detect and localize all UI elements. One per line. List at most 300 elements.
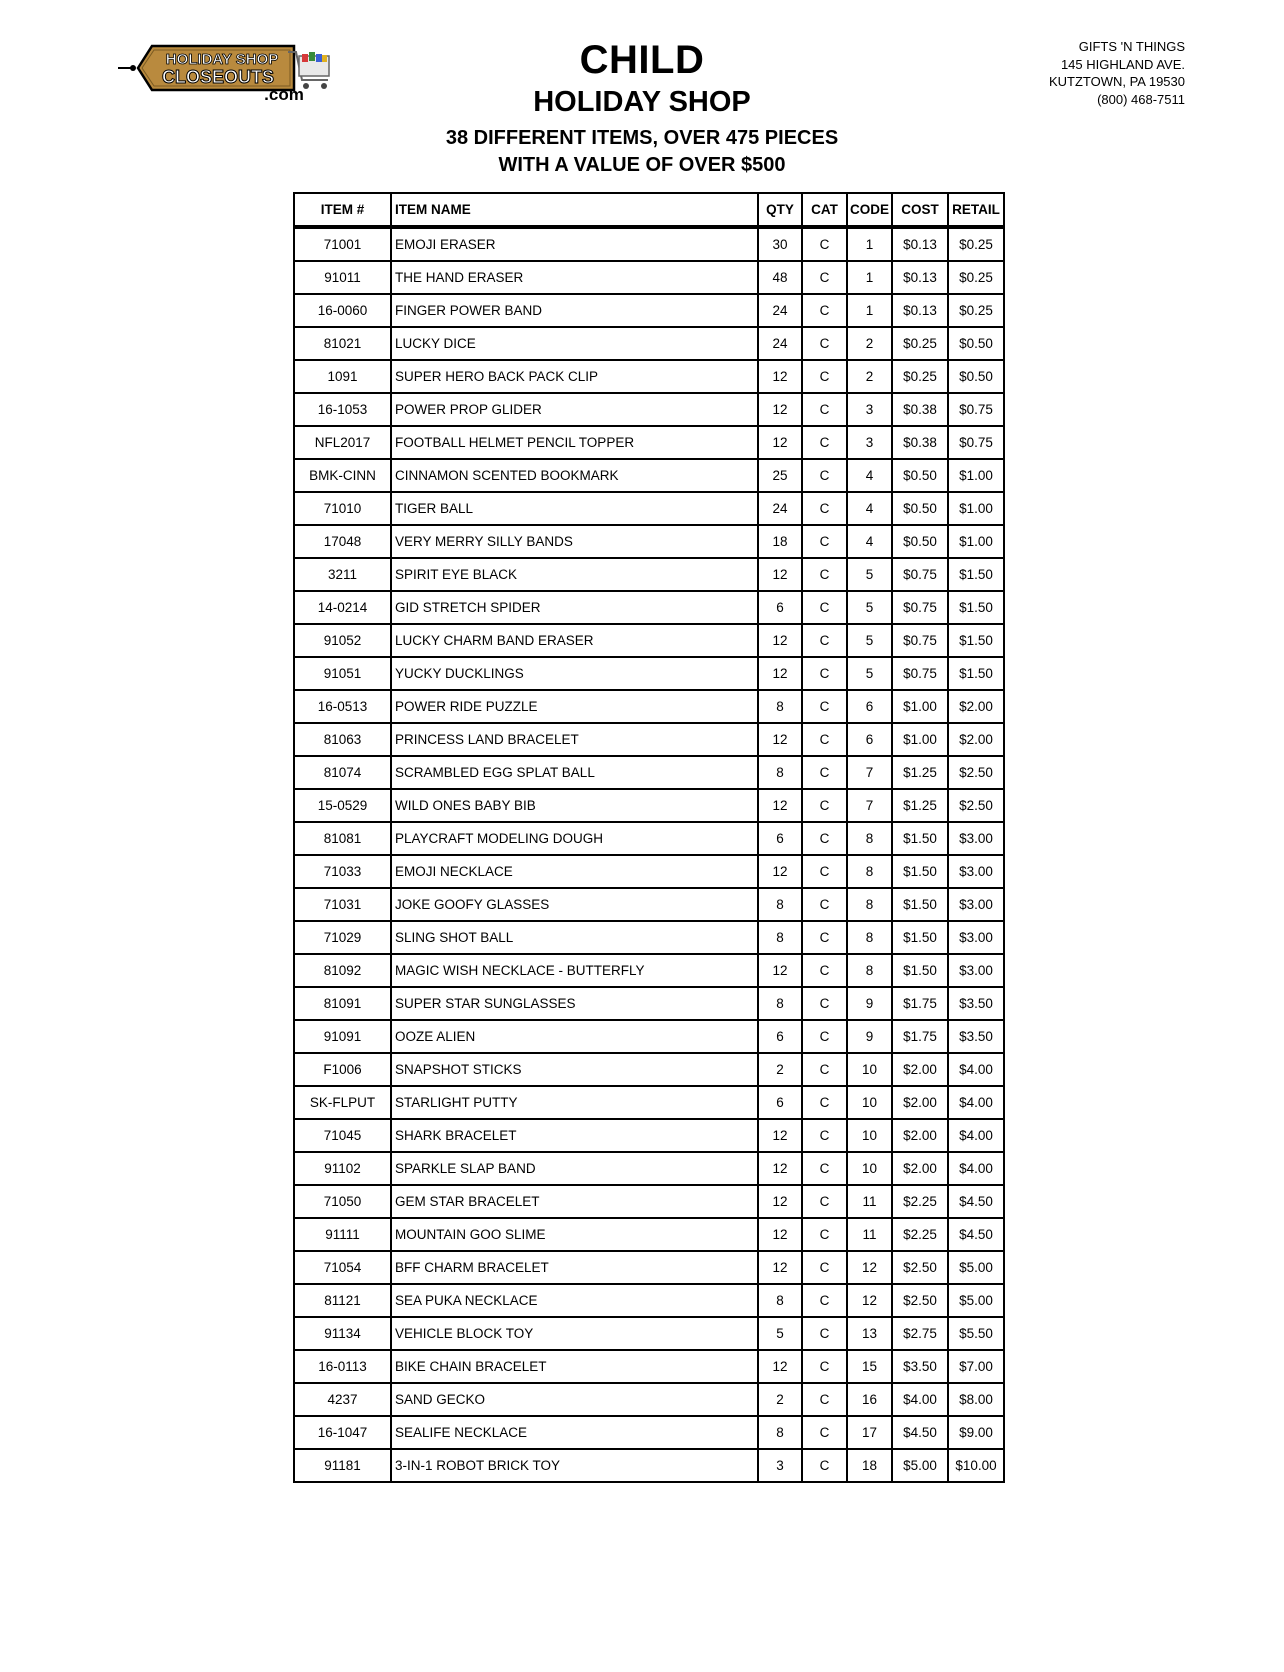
- retail-cell: $9.00: [948, 1416, 1004, 1449]
- retail-cell: $3.50: [948, 987, 1004, 1020]
- column-header: RETAIL: [948, 193, 1004, 227]
- cost-cell: $4.00: [892, 1383, 948, 1416]
- item-number-cell: 71045: [294, 1119, 391, 1152]
- table-row: [294, 1416, 1004, 1449]
- item-number-cell: 16-0513: [294, 690, 391, 723]
- table-row: [294, 294, 1004, 327]
- retail-cell: $4.00: [948, 1086, 1004, 1119]
- cat-cell: C: [802, 492, 847, 525]
- cat-cell: C: [802, 1317, 847, 1350]
- retail-cell: $2.50: [948, 789, 1004, 822]
- table-row: [294, 921, 1004, 954]
- summary-line-1: 38 DIFFERENT ITEMS, OVER 475 PIECES: [445, 127, 839, 149]
- item-number-cell: 16-0113: [294, 1350, 391, 1383]
- code-cell: 4: [847, 492, 892, 525]
- item-name-cell: FINGER POWER BAND: [391, 294, 758, 327]
- item-name-cell: CINNAMON SCENTED BOOKMARK: [391, 459, 758, 492]
- qty-cell: 12: [758, 1185, 802, 1218]
- code-cell: 9: [847, 1020, 892, 1053]
- qty-cell: 6: [758, 1020, 802, 1053]
- code-cell: 8: [847, 954, 892, 987]
- item-name-cell: SCRAMBLED EGG SPLAT BALL: [391, 756, 758, 789]
- item-name-cell: VEHICLE BLOCK TOY: [391, 1317, 758, 1350]
- item-name-cell: SEALIFE NECKLACE: [391, 1416, 758, 1449]
- retail-cell: $1.00: [948, 492, 1004, 525]
- code-cell: 18: [847, 1449, 892, 1482]
- cost-cell: $1.50: [892, 855, 948, 888]
- code-cell: 11: [847, 1218, 892, 1251]
- item-number-cell: 71033: [294, 855, 391, 888]
- table-row: [294, 558, 1004, 591]
- item-name-cell: FOOTBALL HELMET PENCIL TOPPER: [391, 426, 758, 459]
- retail-cell: $5.00: [948, 1284, 1004, 1317]
- qty-cell: 18: [758, 525, 802, 558]
- item-number-cell: 91091: [294, 1020, 391, 1053]
- table-row: [294, 227, 1004, 261]
- retail-cell: $2.50: [948, 756, 1004, 789]
- item-name-cell: THE HAND ERASER: [391, 261, 758, 294]
- retail-cell: $3.00: [948, 954, 1004, 987]
- qty-cell: 12: [758, 1119, 802, 1152]
- table-row: [294, 360, 1004, 393]
- item-name-cell: BIKE CHAIN BRACELET: [391, 1350, 758, 1383]
- cat-cell: C: [802, 690, 847, 723]
- retail-cell: $0.25: [948, 227, 1004, 261]
- item-number-cell: 71050: [294, 1185, 391, 1218]
- code-cell: 9: [847, 987, 892, 1020]
- item-name-cell: GEM STAR BRACELET: [391, 1185, 758, 1218]
- item-number-cell: 17048: [294, 525, 391, 558]
- item-name-cell: SUPER STAR SUNGLASSES: [391, 987, 758, 1020]
- cost-cell: $2.50: [892, 1251, 948, 1284]
- cat-cell: C: [802, 1284, 847, 1317]
- retail-cell: $3.00: [948, 855, 1004, 888]
- item-number-cell: 81091: [294, 987, 391, 1020]
- cat-cell: C: [802, 1350, 847, 1383]
- qty-cell: 8: [758, 987, 802, 1020]
- cat-cell: C: [802, 426, 847, 459]
- code-cell: 1: [847, 294, 892, 327]
- code-cell: 13: [847, 1317, 892, 1350]
- qty-cell: 24: [758, 294, 802, 327]
- item-number-cell: SK-FLPUT: [294, 1086, 391, 1119]
- item-name-cell: SPARKLE SLAP BAND: [391, 1152, 758, 1185]
- item-number-cell: 4237: [294, 1383, 391, 1416]
- item-number-cell: 91052: [294, 624, 391, 657]
- table-row: [294, 1185, 1004, 1218]
- qty-cell: 8: [758, 756, 802, 789]
- qty-cell: 12: [758, 360, 802, 393]
- cat-cell: C: [802, 525, 847, 558]
- cost-cell: $1.50: [892, 954, 948, 987]
- cat-cell: C: [802, 1218, 847, 1251]
- cost-cell: $0.25: [892, 327, 948, 360]
- item-name-cell: BFF CHARM BRACELET: [391, 1251, 758, 1284]
- table-header-row: [294, 193, 1004, 227]
- cost-cell: $0.50: [892, 459, 948, 492]
- qty-cell: 48: [758, 261, 802, 294]
- company-phone: (800) 468-7511: [1097, 91, 1185, 107]
- item-number-cell: 91134: [294, 1317, 391, 1350]
- retail-cell: $4.00: [948, 1053, 1004, 1086]
- cat-cell: C: [802, 789, 847, 822]
- code-cell: 4: [847, 525, 892, 558]
- column-header: CODE: [847, 193, 892, 227]
- item-number-cell: 15-0529: [294, 789, 391, 822]
- cost-cell: $1.50: [892, 822, 948, 855]
- retail-cell: $4.00: [948, 1119, 1004, 1152]
- table-row: [294, 624, 1004, 657]
- cost-cell: $0.13: [892, 227, 948, 261]
- qty-cell: 6: [758, 1086, 802, 1119]
- table-row: [294, 1086, 1004, 1119]
- item-number-cell: BMK-CINN: [294, 459, 391, 492]
- qty-cell: 3: [758, 1449, 802, 1482]
- item-name-cell: VERY MERRY SILLY BANDS: [391, 525, 758, 558]
- cat-cell: C: [802, 1119, 847, 1152]
- cost-cell: $0.38: [892, 393, 948, 426]
- cat-cell: C: [802, 558, 847, 591]
- code-cell: 11: [847, 1185, 892, 1218]
- cat-cell: C: [802, 954, 847, 987]
- qty-cell: 24: [758, 327, 802, 360]
- item-name-cell: SLING SHOT BALL: [391, 921, 758, 954]
- qty-cell: 12: [758, 789, 802, 822]
- qty-cell: 12: [758, 1152, 802, 1185]
- item-name-cell: TIGER BALL: [391, 492, 758, 525]
- cat-cell: C: [802, 756, 847, 789]
- table-row: [294, 591, 1004, 624]
- table-row: [294, 756, 1004, 789]
- cat-cell: C: [802, 1449, 847, 1482]
- logo-suffix: .com: [264, 85, 304, 102]
- table-row: [294, 657, 1004, 690]
- table-row: [294, 1119, 1004, 1152]
- code-cell: 6: [847, 723, 892, 756]
- cat-cell: C: [802, 855, 847, 888]
- cat-cell: C: [802, 1086, 847, 1119]
- qty-cell: 8: [758, 1284, 802, 1317]
- item-number-cell: 14-0214: [294, 591, 391, 624]
- cost-cell: $1.00: [892, 723, 948, 756]
- code-cell: 16: [847, 1383, 892, 1416]
- code-cell: 15: [847, 1350, 892, 1383]
- cat-cell: C: [802, 1416, 847, 1449]
- table-row: [294, 327, 1004, 360]
- cat-cell: C: [802, 393, 847, 426]
- table-row: [294, 525, 1004, 558]
- qty-cell: 6: [758, 822, 802, 855]
- cat-cell: C: [802, 360, 847, 393]
- cat-cell: C: [802, 1053, 847, 1086]
- item-number-cell: F1006: [294, 1053, 391, 1086]
- item-name-cell: JOKE GOOFY GLASSES: [391, 888, 758, 921]
- cat-cell: C: [802, 327, 847, 360]
- table-row: [294, 261, 1004, 294]
- table-row: [294, 1152, 1004, 1185]
- table-row: [294, 1449, 1004, 1482]
- company-city: KUTZTOWN, PA 19530: [1048, 74, 1185, 89]
- item-number-cell: 91181: [294, 1449, 391, 1482]
- qty-cell: 8: [758, 888, 802, 921]
- code-cell: 5: [847, 558, 892, 591]
- code-cell: 1: [847, 261, 892, 294]
- table-row: [294, 1053, 1004, 1086]
- retail-cell: $2.00: [948, 723, 1004, 756]
- code-cell: 12: [847, 1284, 892, 1317]
- item-name-cell: SEA PUKA NECKLACE: [391, 1284, 758, 1317]
- qty-cell: 12: [758, 393, 802, 426]
- cat-cell: C: [802, 1383, 847, 1416]
- cost-cell: $1.75: [892, 987, 948, 1020]
- cost-cell: $0.75: [892, 624, 948, 657]
- cost-cell: $0.50: [892, 525, 948, 558]
- item-name-cell: EMOJI ERASER: [391, 227, 758, 261]
- retail-cell: $3.00: [948, 921, 1004, 954]
- item-number-cell: 91051: [294, 657, 391, 690]
- retail-cell: $1.00: [948, 525, 1004, 558]
- retail-cell: $0.25: [948, 294, 1004, 327]
- item-name-cell: PRINCESS LAND BRACELET: [391, 723, 758, 756]
- item-name-cell: SAND GECKO: [391, 1383, 758, 1416]
- item-number-cell: 16-0060: [294, 294, 391, 327]
- qty-cell: 8: [758, 921, 802, 954]
- retail-cell: $0.50: [948, 327, 1004, 360]
- cat-cell: C: [802, 1152, 847, 1185]
- retail-cell: $10.00: [948, 1449, 1004, 1482]
- cost-cell: $1.00: [892, 690, 948, 723]
- qty-cell: 12: [758, 624, 802, 657]
- qty-cell: 6: [758, 591, 802, 624]
- item-number-cell: 16-1053: [294, 393, 391, 426]
- table-row: [294, 855, 1004, 888]
- table-row: [294, 822, 1004, 855]
- retail-cell: $1.50: [948, 591, 1004, 624]
- item-number-cell: 71031: [294, 888, 391, 921]
- item-name-cell: OOZE ALIEN: [391, 1020, 758, 1053]
- qty-cell: 12: [758, 558, 802, 591]
- qty-cell: 12: [758, 1218, 802, 1251]
- cost-cell: $0.50: [892, 492, 948, 525]
- table-row: [294, 954, 1004, 987]
- retail-cell: $1.50: [948, 624, 1004, 657]
- item-name-cell: GID STRETCH SPIDER: [391, 591, 758, 624]
- logo-line1: HOLIDAY SHOP: [165, 51, 279, 68]
- code-cell: 1: [847, 227, 892, 261]
- column-header: QTY: [758, 193, 802, 227]
- cat-cell: C: [802, 591, 847, 624]
- item-name-cell: SPIRIT EYE BLACK: [391, 558, 758, 591]
- code-cell: 7: [847, 756, 892, 789]
- cost-cell: $1.25: [892, 756, 948, 789]
- item-name-cell: POWER RIDE PUZZLE: [391, 690, 758, 723]
- table-row: [294, 1251, 1004, 1284]
- retail-cell: $1.50: [948, 657, 1004, 690]
- item-number-cell: 81081: [294, 822, 391, 855]
- qty-cell: 12: [758, 723, 802, 756]
- code-cell: 10: [847, 1119, 892, 1152]
- code-cell: 3: [847, 393, 892, 426]
- qty-cell: 12: [758, 426, 802, 459]
- qty-cell: 2: [758, 1053, 802, 1086]
- cost-cell: $2.25: [892, 1218, 948, 1251]
- code-cell: 4: [847, 459, 892, 492]
- item-number-cell: 81092: [294, 954, 391, 987]
- item-name-cell: 3-IN-1 ROBOT BRICK TOY: [391, 1449, 758, 1482]
- code-cell: 17: [847, 1416, 892, 1449]
- item-number-cell: 81121: [294, 1284, 391, 1317]
- cat-cell: C: [802, 921, 847, 954]
- cost-cell: $3.50: [892, 1350, 948, 1383]
- cat-cell: C: [802, 822, 847, 855]
- cat-cell: C: [802, 227, 847, 261]
- qty-cell: 25: [758, 459, 802, 492]
- code-cell: 10: [847, 1086, 892, 1119]
- cat-cell: C: [802, 657, 847, 690]
- cost-cell: $4.50: [892, 1416, 948, 1449]
- company-address: [1049, 38, 1185, 108]
- retail-cell: $0.25: [948, 261, 1004, 294]
- qty-cell: 30: [758, 227, 802, 261]
- cost-cell: $1.50: [892, 888, 948, 921]
- code-cell: 5: [847, 591, 892, 624]
- item-name-cell: EMOJI NECKLACE: [391, 855, 758, 888]
- cat-cell: C: [802, 624, 847, 657]
- cost-cell: $2.00: [892, 1152, 948, 1185]
- qty-cell: 8: [758, 690, 802, 723]
- retail-cell: $3.00: [948, 888, 1004, 921]
- item-number-cell: 71054: [294, 1251, 391, 1284]
- table-row: [294, 393, 1004, 426]
- table-row: [294, 426, 1004, 459]
- item-number-cell: 81063: [294, 723, 391, 756]
- summary-line-2: WITH A VALUE OF OVER $500: [498, 154, 786, 176]
- item-number-cell: 1091: [294, 360, 391, 393]
- table-row: [294, 690, 1004, 723]
- cost-cell: $2.75: [892, 1317, 948, 1350]
- item-name-cell: SNAPSHOT STICKS: [391, 1053, 758, 1086]
- cost-cell: $2.25: [892, 1185, 948, 1218]
- table-row: [294, 459, 1004, 492]
- code-cell: 8: [847, 888, 892, 921]
- item-number-cell: 81021: [294, 327, 391, 360]
- item-number-cell: 71029: [294, 921, 391, 954]
- item-name-cell: MAGIC WISH NECKLACE - BUTTERFLY: [391, 954, 758, 987]
- retail-cell: $4.50: [948, 1185, 1004, 1218]
- item-number-cell: 91102: [294, 1152, 391, 1185]
- item-number-cell: 71010: [294, 492, 391, 525]
- column-header: ITEM #: [294, 193, 391, 227]
- code-cell: 8: [847, 921, 892, 954]
- table-row: [294, 1317, 1004, 1350]
- retail-cell: $1.00: [948, 459, 1004, 492]
- qty-cell: 12: [758, 954, 802, 987]
- column-header: COST: [892, 193, 948, 227]
- page-subtitle: HOLIDAY SHOP: [533, 86, 751, 118]
- cost-cell: $1.25: [892, 789, 948, 822]
- retail-cell: $0.75: [948, 393, 1004, 426]
- code-cell: 12: [847, 1251, 892, 1284]
- code-cell: 5: [847, 624, 892, 657]
- code-cell: 5: [847, 657, 892, 690]
- cat-cell: C: [802, 888, 847, 921]
- code-cell: 2: [847, 360, 892, 393]
- cat-cell: C: [802, 987, 847, 1020]
- cost-cell: $2.00: [892, 1086, 948, 1119]
- column-header: CAT: [802, 193, 847, 227]
- item-name-cell: POWER PROP GLIDER: [391, 393, 758, 426]
- retail-cell: $3.00: [948, 822, 1004, 855]
- retail-cell: $5.50: [948, 1317, 1004, 1350]
- item-name-cell: PLAYCRAFT MODELING DOUGH: [391, 822, 758, 855]
- retail-cell: $3.50: [948, 1020, 1004, 1053]
- table-row: [294, 723, 1004, 756]
- table-row: [294, 789, 1004, 822]
- code-cell: 8: [847, 822, 892, 855]
- item-number-cell: 71001: [294, 227, 391, 261]
- retail-cell: $4.50: [948, 1218, 1004, 1251]
- item-name-cell: SHARK BRACELET: [391, 1119, 758, 1152]
- table-row: [294, 1284, 1004, 1317]
- code-cell: 7: [847, 789, 892, 822]
- table-row: [294, 888, 1004, 921]
- company-name: GIFTS 'N THINGS: [1078, 39, 1185, 54]
- cost-cell: $0.75: [892, 558, 948, 591]
- cost-cell: $1.50: [892, 921, 948, 954]
- qty-cell: 12: [758, 1350, 802, 1383]
- table-row: [294, 492, 1004, 525]
- cost-cell: $0.13: [892, 294, 948, 327]
- cost-cell: $0.75: [892, 591, 948, 624]
- cat-cell: C: [802, 459, 847, 492]
- item-name-cell: SUPER HERO BACK PACK CLIP: [391, 360, 758, 393]
- item-number-cell: 16-1047: [294, 1416, 391, 1449]
- item-number-cell: 3211: [294, 558, 391, 591]
- code-cell: 10: [847, 1152, 892, 1185]
- cat-cell: C: [802, 261, 847, 294]
- code-cell: 8: [847, 855, 892, 888]
- company-street: 145 HIGHLAND AVE.: [1060, 56, 1185, 72]
- cost-cell: $0.75: [892, 657, 948, 690]
- cat-cell: C: [802, 1020, 847, 1053]
- inventory-table: [293, 192, 1005, 1483]
- qty-cell: 12: [758, 855, 802, 888]
- cost-cell: $2.50: [892, 1284, 948, 1317]
- qty-cell: 12: [758, 1251, 802, 1284]
- cat-cell: C: [802, 294, 847, 327]
- code-cell: 6: [847, 690, 892, 723]
- table-row: [294, 1020, 1004, 1053]
- code-cell: 10: [847, 1053, 892, 1086]
- cost-cell: $0.38: [892, 426, 948, 459]
- table-row: [294, 1350, 1004, 1383]
- item-number-cell: NFL2017: [294, 426, 391, 459]
- column-header: ITEM NAME: [391, 193, 758, 227]
- qty-cell: 24: [758, 492, 802, 525]
- retail-cell: $1.50: [948, 558, 1004, 591]
- cost-cell: $2.00: [892, 1119, 948, 1152]
- code-cell: 2: [847, 327, 892, 360]
- retail-cell: $2.00: [948, 690, 1004, 723]
- item-number-cell: 81074: [294, 756, 391, 789]
- retail-cell: $7.00: [948, 1350, 1004, 1383]
- item-name-cell: STARLIGHT PUTTY: [391, 1086, 758, 1119]
- item-number-cell: 91011: [294, 261, 391, 294]
- cost-cell: $2.00: [892, 1053, 948, 1086]
- table-row: [294, 1218, 1004, 1251]
- item-name-cell: YUCKY DUCKLINGS: [391, 657, 758, 690]
- table-row: [294, 987, 1004, 1020]
